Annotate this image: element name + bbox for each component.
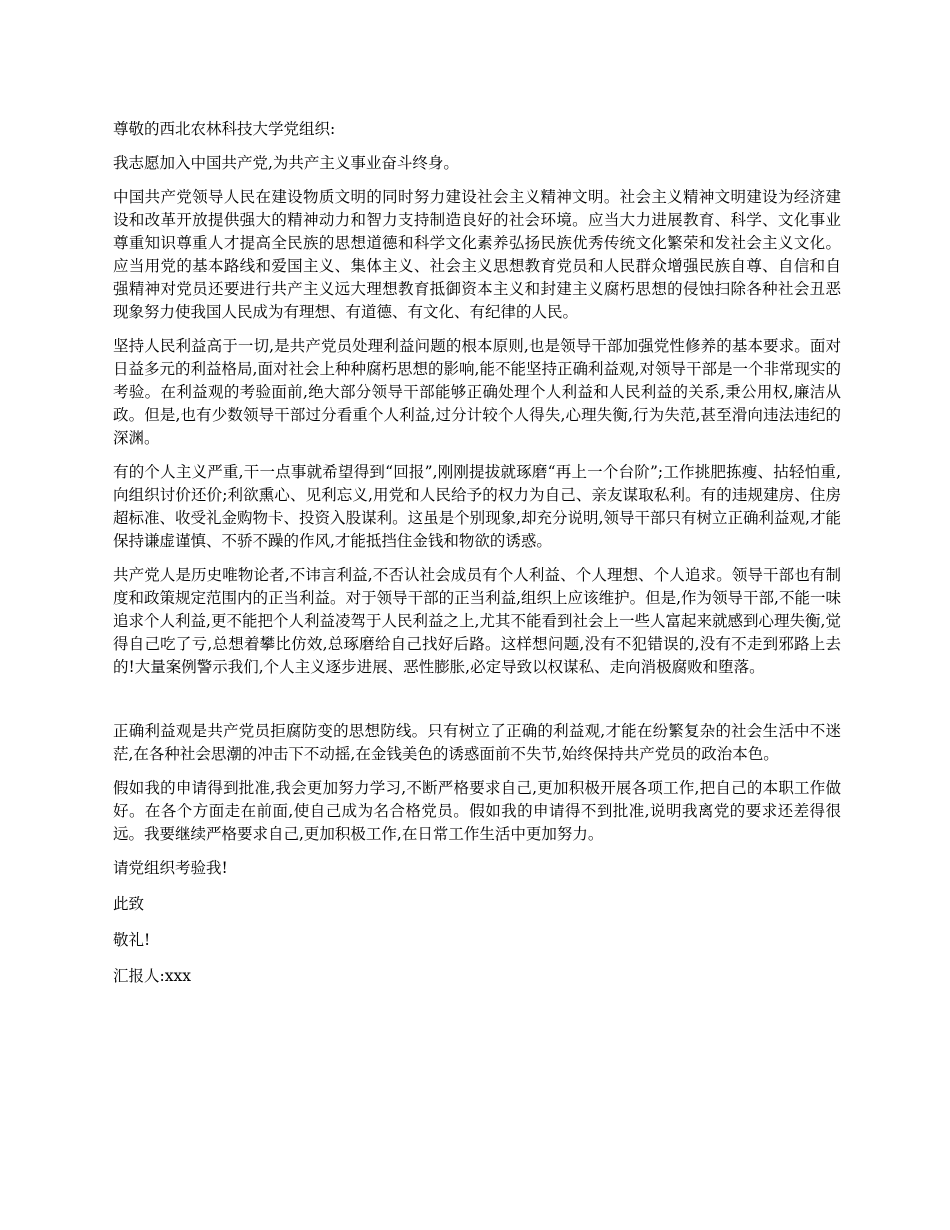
paragraph-correct-view: 正确利益观是共产党员拒腐防变的思想防线。只有树立了正确的利益观,才能在纷繁复杂的社会生活中不迷茫,在各种社会思潮的冲击下不动摇,在金钱美色的诱惑面前不失节,始终保持共产党员的政治本色。 [113,722,841,763]
appeal-line: 请党组织考验我! [113,859,228,877]
paragraph-individualism: 有的个人主义严重,干一点事就希望得到“回报”,刚刚提拔就琢磨“再上一个台阶”;工作挑肥拣瘦、拈轻怕重,向组织讨价还价;利欲熏心、见利忘义,用党和人民给予的权力为自己、亲友谋取私利。有的违规建房、住房超标准、收受礼金购物卡、投资入股谋利。这虽是个别现象,却充分说明,领导干部只有树立正确利益观,才能保持谦虚谨慎、不骄不躁的作风,才能抵挡住金钱和物欲的诱惑。 [113,463,841,550]
closing-line-1: 此致 [113,895,145,913]
paragraph-spiritual-civilization: 中国共产党领导人民在建设物质文明的同时努力建设社会主义精神文明。社会主义精神文明建设为经济建设和改革开放提供强大的精神动力和智力支持制造良好的社会环境。应当大力进展教育、科学、文化事业尊重知识尊重人才提高全民族的思想道德和科学文化素养弘扬民族优秀传统文化繁荣和发社会主义文化。应当用党的基本路线和爱国主义、集体主义、社会主义思想教育党员和人民群众增强民族自尊、自信和自强精神对党员还要进行共产主义远大理想教育抵御资本主义和封建主义腐朽思想的侵蚀扫除各种社会丑恶现象努力使我国人民成为有理想、有道德、有文化、有纪律的人民。 [113,188,841,321]
salutation: 尊敬的西北农林科技大学党组织: [113,120,336,138]
paragraph-legitimate-interest: 共产党人是历史唯物论者,不讳言利益,不否认社会成员有个人利益、个人理想、个人追求。领导干部也有制度和政策规定范围内的正当利益。对于领导干部的正当利益,组织上应该维护。但是,作为领导干部,不能一味追求个人利益,更不能把个人利益凌驾于人民利益之上,尤其不能看到社会上一些人富起来就感到心理失衡,觉得自己吃了亏,总想着攀比仿效,总琢磨给自己找好后路。这样想问题,没有不犯错误的,没有不走到邪路上去的!大量案例警示我们,个人主义逐步进展、恶性膨胀,必定导致以权谋私、走向消极腐败和堕落。 [113,566,841,676]
paragraph-pledge: 我志愿加入中国共产党,为共产主义事业奋斗终身。 [113,154,459,172]
paragraph-people-interest: 坚持人民利益高于一切,是共产党员处理利益问题的根本原则,也是领导干部加强党性修养的基本要求。面对日益多元的利益格局,面对社会上种种腐朽思想的影响,能不能坚持正确利益观,对领导干部是一个非常现实的考验。在利益观的考验面前,绝大部分领导干部能够正确处理个人利益和人民利益的关系,秉公用权,廉洁从政。但是,也有少数领导干部过分看重个人利益,过分计较个人得失,心理失衡,行为失范,甚至滑向违法违纪的深渊。 [113,337,841,447]
paragraph-commitment: 假如我的申请得到批准,我会更加努力学习,不断严格要求自己,更加积极开展各项工作,把自己的本职工作做好。在各个方面走在前面,使自己成为名合格党员。假如我的申请得不到批准,说明我离党的要求还差得很远。我要继续严格要求自己,更加积极工作,在日常工作生活中更加努力。 [113,779,841,843]
letter-document [113,118,841,1001]
signature-line: 汇报人:xxx [113,967,191,985]
closing-line-2: 敬礼! [113,931,151,949]
